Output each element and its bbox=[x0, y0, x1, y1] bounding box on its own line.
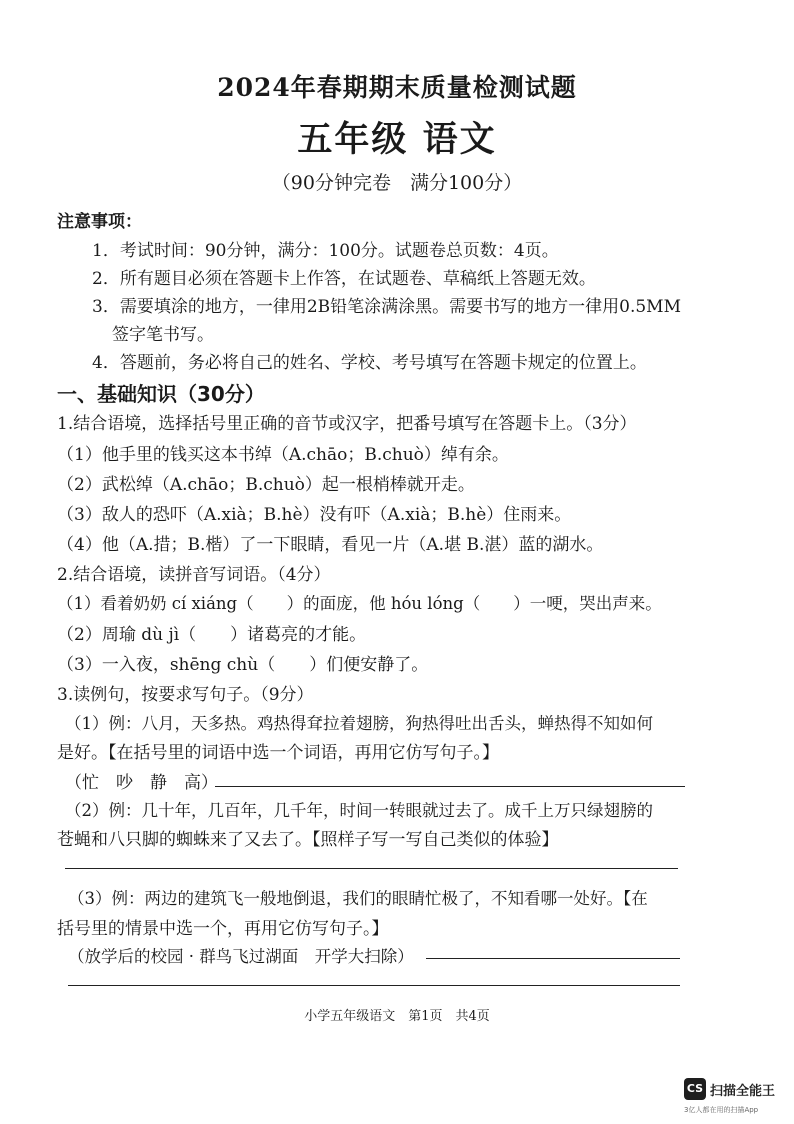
grade-subject-title: 五年级 语文 bbox=[297, 119, 497, 160]
q3-sub2-line2: 苍蝇和八只脚的蜘蛛来了又去了。【照样子写一写自己类似的体验】 bbox=[57, 830, 559, 850]
notice-item-4: 4．答题前，务必将自己的姓名、学校、考号填写在答题卡规定的位置上。 bbox=[92, 353, 647, 373]
q3-sub3-answer-line-1[interactable] bbox=[426, 958, 680, 959]
q1-item-2: （2）武松绰（A.chāo；B.chuò）起一根梢棒就开走。 bbox=[57, 475, 475, 495]
q3-stem: 3.读例句，按要求写句子。（9分） bbox=[57, 685, 314, 705]
q1-item-4: （4）他（A.措；B.楷）了一下眼睛，看见一片（A.堪 B.湛）蓝的湖水。 bbox=[57, 535, 604, 555]
scanner-watermark bbox=[684, 1078, 792, 1118]
q3-sub2-line1: （2）例：几十年，几百年，几千年，时间一转眼就过去了。成千上万只绿翅膀的 bbox=[65, 801, 653, 820]
q3-sub1-options: （忙 吵 静 高） bbox=[65, 773, 218, 793]
section-heading-basics: 一、基础知识（30分） bbox=[57, 382, 265, 406]
q3-sub3-answer-line-2[interactable] bbox=[68, 985, 680, 986]
notice-heading: 注意事项： bbox=[57, 212, 142, 232]
q1-stem: 1.结合语境，选择括号里正确的音节或汉字，把番号填写在答题卡上。（3分） bbox=[57, 414, 637, 434]
q2-item-3: （3）一入夜，shēng chù（ ）们便安静了。 bbox=[57, 655, 429, 675]
watermark-app-name: 扫描全能王 bbox=[710, 1084, 776, 1099]
camscanner-logo-icon: CS bbox=[684, 1078, 706, 1100]
q2-stem: 2.结合语境，读拼音写词语。（4分） bbox=[57, 565, 331, 585]
q2-item-1: （1）看着奶奶 cí xiáng（ ）的面庞，他 hóu lóng（ ）一哽，哭出声来。 bbox=[57, 594, 662, 613]
notice-item-2: 2．所有题目必须在答题卡上作答，在试题卷、草稿纸上答题无效。 bbox=[92, 269, 596, 289]
notice-item-3-cont: 签字笔书写。 bbox=[112, 325, 214, 345]
watermark-tagline: 3亿人都在用的扫描App bbox=[684, 1106, 759, 1114]
q3-sub3-line2: 括号里的情景中选一个，再用它仿写句子。】 bbox=[57, 919, 389, 939]
q1-item-1: （1）他手里的钱买这本书绰（A.chāo；B.chuò）绰有余。 bbox=[57, 445, 509, 465]
notice-item-1: 1．考试时间：90分钟，满分：100分。试题卷总页数：4页。 bbox=[92, 241, 559, 261]
exam-duration-score: （90分钟完卷 满分100分） bbox=[271, 172, 523, 194]
q3-sub1-line1: （1）例：八月，天多热。鸡热得耷拉着翅膀，狗热得吐出舌头，蝉热得不知如何 bbox=[65, 714, 653, 733]
q3-sub1-line2: 是好。【在括号里的词语中选一个词语，再用它仿写句子。】 bbox=[57, 743, 499, 763]
q3-sub3-line1: （3）例：两边的建筑飞一般地倒退，我们的眼睛忙极了，不知看哪一处好。【在 bbox=[68, 889, 648, 908]
q2-item-2: （2）周瑜 dù jì（ ）诸葛亮的才能。 bbox=[57, 625, 367, 645]
q3-sub3-options: （放学后的校园 · 群鸟飞过湖面 开学大扫除） bbox=[68, 947, 414, 966]
notice-item-3: 3．需要填涂的地方，一律用2B铅笔涂满涂黑。需要书写的地方一律用0.5MM bbox=[92, 297, 681, 317]
q1-item-3: （3）敌人的恐吓（A.xià；B.hè）没有吓（A.xià；B.hè）住雨来。 bbox=[57, 505, 572, 525]
q3-sub1-answer-line[interactable] bbox=[215, 786, 685, 787]
page-footer: 小学五年级语文 第1页 共4页 bbox=[304, 1009, 490, 1024]
q3-sub2-answer-line[interactable] bbox=[65, 868, 678, 869]
exam-title: 2024年春期期末质量检测试题 bbox=[217, 73, 577, 102]
